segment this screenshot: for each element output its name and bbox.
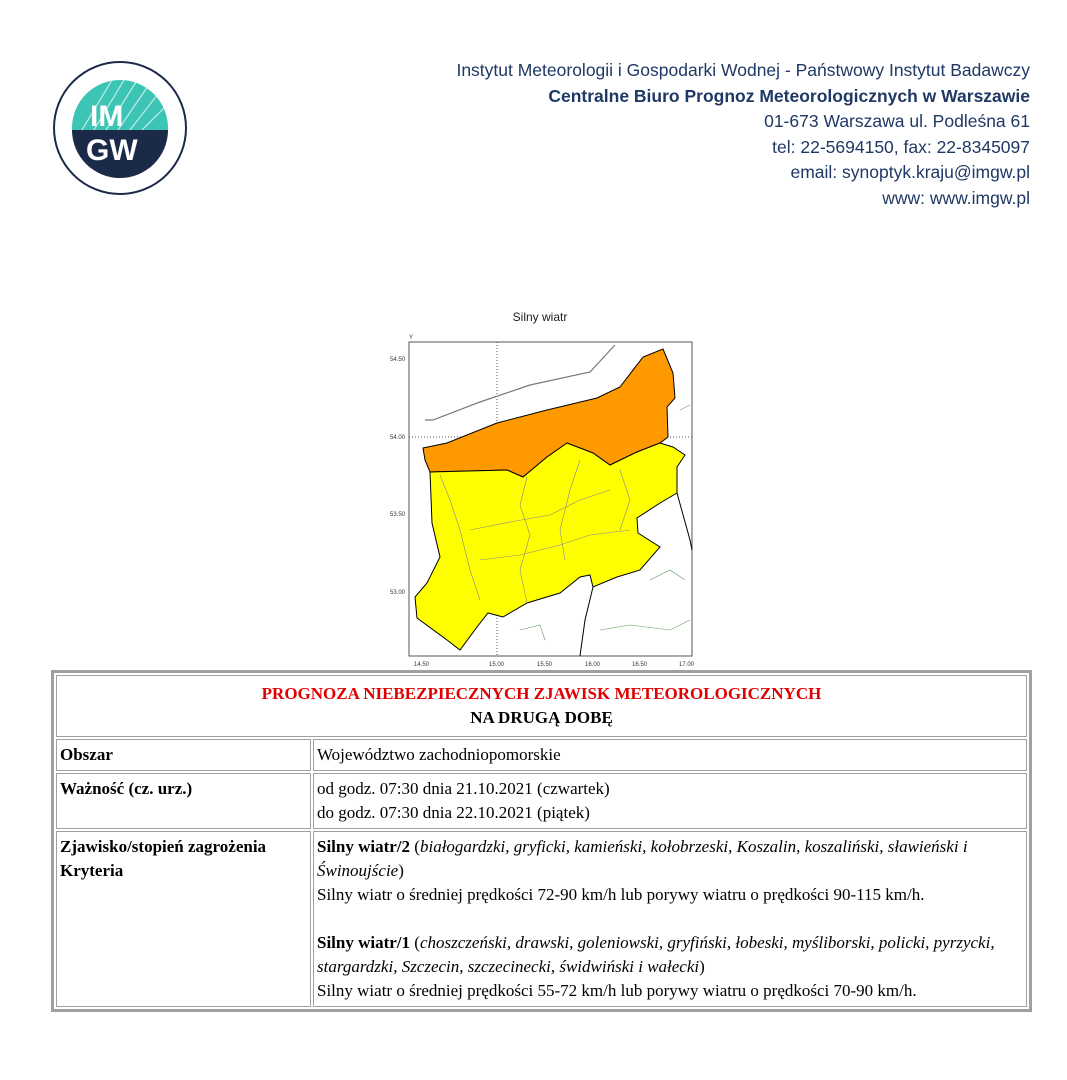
validity-label: Ważność (cz. urz.) bbox=[56, 773, 311, 829]
institute-name: Instytut Meteorologii i Gospodarki Wodnej - Państwowy Instytut Badawczy bbox=[456, 60, 1030, 80]
y-tick: 53.50 bbox=[390, 512, 406, 518]
svg-text:IM: IM bbox=[90, 100, 124, 133]
area-label: Obszar bbox=[56, 739, 311, 771]
email: email: synoptyk.kraju@imgw.pl bbox=[790, 162, 1030, 182]
warning-name: Silny wiatr/1 bbox=[317, 933, 411, 952]
y-tick: 54.00 bbox=[390, 435, 406, 441]
x-tick: 15.50 bbox=[537, 662, 553, 668]
x-tick: 17.00 bbox=[679, 662, 695, 668]
validity-value bbox=[313, 773, 1027, 829]
warning-level-2: Silny wiatr/2 (białogardzki, gryficki, kamieński, kołobrzeski, Koszalin, koszaliński, sławieński i Świnoujście) bbox=[317, 837, 968, 880]
x-tick: 15.00 bbox=[489, 662, 505, 668]
website: www: www.imgw.pl bbox=[882, 187, 1030, 208]
warning-map bbox=[380, 330, 700, 670]
warning-description: Silny wiatr o średniej prędkości 72-90 km/h lub porywy wiatru o prędkości 90-115 km/h. bbox=[317, 885, 925, 904]
table-subtitle: NA DRUGĄ DOBĘ bbox=[470, 708, 613, 727]
area-value: Województwo zachodniopomorskie bbox=[313, 739, 1027, 771]
warning-areas: białogardzki, gryficki, kamieński, kołobrzeski, Koszalin, koszaliński, sławieński i Świnoujście bbox=[317, 837, 968, 880]
warning-description: Silny wiatr o średniej prędkości 55-72 km/h lub porywy wiatru o prędkości 70-90 km/h. bbox=[317, 981, 917, 1000]
validity-to: do godz. 07:30 dnia 22.10.2021 (piątek) bbox=[317, 803, 590, 822]
x-tick: 16.00 bbox=[585, 662, 601, 668]
phenomenon-label-text: Zjawisko/stopień zagrożenia bbox=[60, 837, 267, 856]
validity-from: od godz. 07:30 dnia 21.10.2021 (czwartek) bbox=[317, 779, 610, 798]
warning-areas: choszczeński, drawski, goleniowski, gryfiński, łobeski, myśliborski, policki, pyrzycki, stargardzki, Szczecin, szczecinecki, świdwiński i wałecki bbox=[317, 933, 995, 976]
address: 01-673 Warszawa ul. Podleśna 61 bbox=[764, 111, 1030, 131]
criteria-label: Kryteria bbox=[60, 861, 124, 880]
warning-name: Silny wiatr/2 bbox=[317, 837, 411, 856]
y-axis-label: Y bbox=[409, 335, 414, 341]
institute-header bbox=[456, 58, 1030, 211]
y-tick: 54.50 bbox=[390, 357, 406, 363]
svg-text:GW: GW bbox=[86, 134, 138, 167]
table-title: PROGNOZA NIEBEZPIECZNYCH ZJAWISK METEOROLOGICZNYCH bbox=[261, 684, 822, 703]
x-tick: 16.50 bbox=[632, 662, 648, 668]
bureau-name: Centralne Biuro Prognoz Meteorologicznych w Warszawie bbox=[548, 85, 1030, 106]
warning-table bbox=[51, 670, 1032, 1012]
warnings-cell bbox=[313, 831, 1027, 1007]
x-tick: 14.50 bbox=[414, 662, 430, 668]
y-tick: 53.00 bbox=[390, 590, 406, 596]
table-header bbox=[56, 675, 1027, 737]
imgw-logo bbox=[52, 60, 188, 196]
map-title: Silny wiatr bbox=[512, 310, 568, 324]
phenomenon-label bbox=[56, 831, 311, 1007]
phone-fax: tel: 22-5694150, fax: 22-8345097 bbox=[772, 136, 1030, 157]
warning-level-1: Silny wiatr/1 (choszczeński, drawski, goleniowski, gryfiński, łobeski, myśliborski, policki, pyrzycki, stargardzki, Szczecin, szczecinecki, świdwiński i wałecki) bbox=[317, 933, 995, 976]
